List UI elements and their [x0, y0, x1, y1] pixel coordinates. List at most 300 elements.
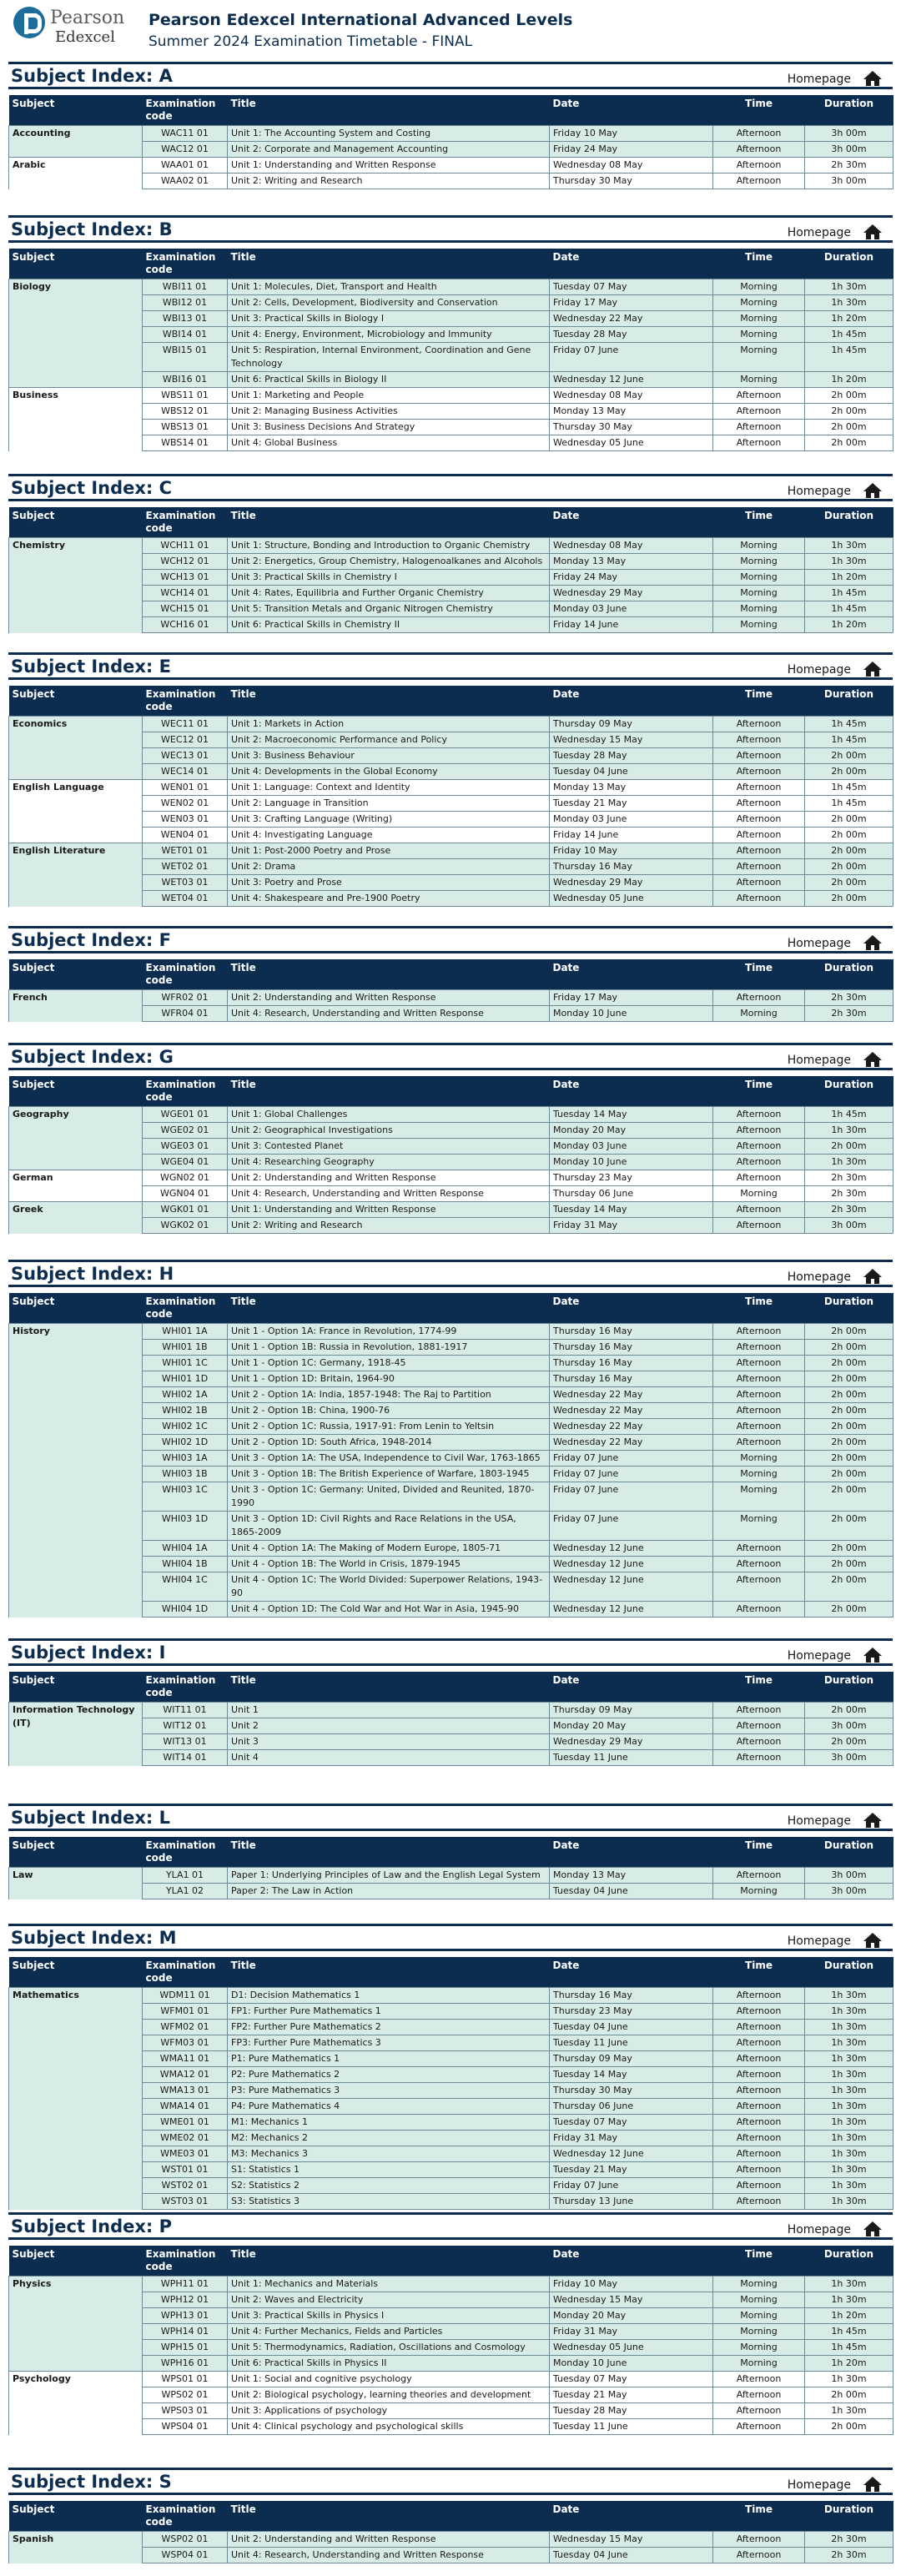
page-header	[0, 0, 901, 52]
paper-title: Unit 1: Post-2000 Poetry and Prose	[228, 843, 550, 859]
column-header: Time	[713, 1672, 805, 1703]
paper-title: Unit 2: Understanding and Written Response	[228, 990, 550, 1006]
exam-code: WGK01 01	[143, 1202, 228, 1218]
homepage-link[interactable]: Homepage	[787, 1649, 851, 1663]
exam-code: WPH11 01	[143, 2277, 228, 2292]
column-header: Subject	[9, 1957, 143, 1988]
exam-date: Friday 07 June	[550, 343, 713, 372]
column-header: Time	[713, 2246, 805, 2277]
exam-code: WPH13 01	[143, 2308, 228, 2324]
column-header: Date	[550, 507, 713, 538]
paper-title: Unit 2 - Option 1C: Russia, 1917-91: From Lenin to Yeltsin	[228, 1419, 550, 1435]
paper-title: Unit 1: Global Challenges	[228, 1107, 550, 1123]
table-row	[9, 717, 893, 732]
exam-session: Afternoon	[713, 2194, 805, 2210]
paper-title: Unit 3 - Option 1B: The British Experience of Warfare, 1803-1945	[228, 1467, 550, 1482]
exam-date: Thursday 16 May	[550, 1371, 713, 1387]
exam-session: Morning	[713, 570, 805, 586]
exam-duration: 2h 30m	[805, 1186, 893, 1202]
paper-title: Unit 1: Language: Context and Identity	[228, 780, 550, 796]
paper-title: Unit 1 - Option 1B: Russia in Revolution, 1881-1917	[228, 1340, 550, 1356]
exam-duration: 1h 30m	[805, 2115, 893, 2131]
column-header: Date	[550, 959, 713, 990]
home-icon[interactable]	[863, 934, 883, 951]
exam-duration: 1h 30m	[805, 2099, 893, 2115]
table-row	[9, 2372, 893, 2387]
table-row	[9, 388, 893, 404]
column-header: Title	[228, 2501, 550, 2532]
exam-date: Thursday 30 May	[550, 174, 713, 189]
exam-session: Afternoon	[713, 1324, 805, 1340]
exam-duration: 1h 45m	[805, 586, 893, 601]
exam-date: Monday 03 June	[550, 601, 713, 617]
exam-duration: 2h 00m	[805, 2419, 893, 2435]
exam-session: Afternoon	[713, 1750, 805, 1766]
exam-code: WGE03 01	[143, 1139, 228, 1155]
home-icon[interactable]	[863, 1051, 883, 1068]
exam-date: Thursday 09 May	[550, 717, 713, 732]
paper-title: Unit 1: Mechanics and Materials	[228, 2277, 550, 2292]
paper-title: Unit 1: Molecules, Diet, Transport and Health	[228, 279, 550, 295]
home-icon[interactable]	[863, 1268, 883, 1285]
homepage-link[interactable]: Homepage	[787, 937, 851, 950]
timetable-table	[8, 1672, 893, 1766]
column-header: Date	[550, 1293, 713, 1324]
exam-code: WEN03 01	[143, 812, 228, 828]
exam-duration: 1h 20m	[805, 311, 893, 327]
column-header: Duration	[805, 1837, 893, 1868]
section-title: Subject Index: L	[11, 1808, 171, 1828]
column-header: Duration	[805, 95, 893, 126]
column-header: Title	[228, 1837, 550, 1868]
exam-session: Afternoon	[713, 1541, 805, 1557]
exam-duration: 2h 00m	[805, 1734, 893, 1750]
exam-code: WDM11 01	[143, 1988, 228, 2004]
paper-title: Unit 2: Geographical Investigations	[228, 1123, 550, 1139]
column-header: Subject	[9, 95, 143, 126]
exam-session: Afternoon	[713, 2099, 805, 2115]
homepage-link[interactable]: Homepage	[787, 1270, 851, 1284]
exam-duration: 1h 30m	[805, 2292, 893, 2308]
exam-date: Thursday 16 May	[550, 1988, 713, 2004]
exam-code: WHI01 1D	[143, 1371, 228, 1387]
section-rule	[8, 87, 893, 89]
exam-code: WIT14 01	[143, 1750, 228, 1766]
exam-date: Tuesday 21 May	[550, 2387, 713, 2403]
pearson-logo	[50, 8, 124, 47]
column-header: Subject	[9, 249, 143, 279]
section-title: Subject Index: S	[11, 2472, 172, 2492]
exam-code: WEN02 01	[143, 796, 228, 812]
exam-session: Afternoon	[713, 2419, 805, 2435]
exam-code: WPS02 01	[143, 2387, 228, 2403]
exam-session: Afternoon	[713, 1107, 805, 1123]
section-title: Subject Index: I	[11, 1643, 166, 1663]
exam-session: Afternoon	[713, 404, 805, 420]
column-header: Subject	[9, 2501, 143, 2532]
subject-name: Accounting	[9, 126, 143, 158]
exam-date: Wednesday 12 June	[550, 1557, 713, 1572]
exam-code: WHI02 1A	[143, 1387, 228, 1403]
exam-duration: 2h 00m	[805, 812, 893, 828]
exam-session: Afternoon	[713, 1734, 805, 1750]
exam-session: Afternoon	[713, 1419, 805, 1435]
exam-session: Afternoon	[713, 764, 805, 780]
exam-session: Afternoon	[713, 2146, 805, 2162]
paper-title: Unit 4 - Option 1B: The World in Crisis, 1879-1945	[228, 1557, 550, 1572]
table-row	[9, 2532, 893, 2548]
exam-duration: 2h 00m	[805, 843, 893, 859]
subject-name: Economics	[9, 717, 143, 780]
exam-duration: 1h 45m	[805, 717, 893, 732]
exam-duration: 1h 30m	[805, 1123, 893, 1139]
section-title: Subject Index: C	[11, 478, 173, 498]
column-header: Examination code	[143, 95, 228, 126]
exam-session: Afternoon	[713, 1703, 805, 1718]
paper-title: M2: Mechanics 2	[228, 2131, 550, 2146]
subject-index-section	[8, 62, 893, 189]
exam-code: WET04 01	[143, 891, 228, 907]
table-header-row	[9, 1837, 893, 1868]
exam-code: WEC13 01	[143, 748, 228, 764]
paper-title: Unit 4: Shakespeare and Pre-1900 Poetry	[228, 891, 550, 907]
exam-session: Afternoon	[713, 1170, 805, 1186]
table-row	[9, 1202, 893, 1218]
exam-date: Monday 13 May	[550, 1868, 713, 1884]
paper-title: S3: Statistics 3	[228, 2194, 550, 2210]
exam-code: WCH11 01	[143, 538, 228, 554]
column-header: Examination code	[143, 959, 228, 990]
column-header: Examination code	[143, 507, 228, 538]
paper-title: Unit 4	[228, 1750, 550, 1766]
paper-title: Unit 6: Practical Skills in Biology II	[228, 372, 550, 388]
paper-title: Unit 3 - Option 1C: Germany: United, Divided and Reunited, 1870-1990	[228, 1482, 550, 1512]
section-rule	[8, 1663, 893, 1666]
exam-date: Wednesday 12 June	[550, 1602, 713, 1618]
paper-title: Unit 3: Practical Skills in Chemistry I	[228, 570, 550, 586]
section-header	[8, 1924, 893, 1949]
exam-duration: 2h 00m	[805, 1403, 893, 1419]
exam-date: Friday 14 June	[550, 828, 713, 843]
column-header: Examination code	[143, 249, 228, 279]
exam-code: WPS03 01	[143, 2403, 228, 2419]
homepage-link[interactable]: Homepage	[787, 226, 851, 239]
exam-code: WMA11 01	[143, 2051, 228, 2067]
homepage-link[interactable]: Homepage	[787, 2478, 851, 2492]
exam-date: Tuesday 04 June	[550, 2020, 713, 2035]
exam-code: WGE04 01	[143, 1155, 228, 1170]
exam-session: Morning	[713, 617, 805, 633]
exam-code: WHI01 1A	[143, 1324, 228, 1340]
home-icon[interactable]	[863, 70, 883, 87]
paper-title: P1: Pure Mathematics 1	[228, 2051, 550, 2067]
paper-title: Unit 4: Research, Understanding and Written Response	[228, 2548, 550, 2563]
exam-code: WET03 01	[143, 875, 228, 891]
table-header-row	[9, 959, 893, 990]
exam-duration: 2h 00m	[805, 1451, 893, 1467]
exam-date: Tuesday 04 June	[550, 2548, 713, 2563]
column-header: Date	[550, 2501, 713, 2532]
column-header: Examination code	[143, 1672, 228, 1703]
exam-session: Morning	[713, 2340, 805, 2356]
paper-title: Unit 3: Applications of psychology	[228, 2403, 550, 2419]
paper-title: M3: Mechanics 3	[228, 2146, 550, 2162]
column-header: Subject	[9, 1076, 143, 1107]
exam-duration: 1h 30m	[805, 279, 893, 295]
home-icon[interactable]	[863, 2476, 883, 2493]
column-header: Title	[228, 1293, 550, 1324]
section-header	[8, 2212, 893, 2237]
paper-title: Unit 2: Biological psychology, learning theories and development	[228, 2387, 550, 2403]
exam-date: Friday 07 June	[550, 1467, 713, 1482]
exam-session: Morning	[713, 1467, 805, 1482]
exam-date: Wednesday 12 June	[550, 1572, 713, 1602]
exam-date: Wednesday 15 May	[550, 2292, 713, 2308]
exam-code: WFM03 01	[143, 2035, 228, 2051]
exam-session: Afternoon	[713, 126, 805, 142]
exam-duration: 1h 30m	[805, 2131, 893, 2146]
paper-title: Unit 2 - Option 1A: India, 1857-1948: The Raj to Partition	[228, 1387, 550, 1403]
exam-date: Monday 13 May	[550, 780, 713, 796]
exam-code: WBI14 01	[143, 327, 228, 343]
column-header: Examination code	[143, 1837, 228, 1868]
exam-date: Thursday 16 May	[550, 1324, 713, 1340]
exam-date: Monday 03 June	[550, 812, 713, 828]
homepage-link[interactable]: Homepage	[787, 73, 851, 86]
column-header: Title	[228, 686, 550, 717]
section-rule	[8, 240, 893, 243]
paper-title: FP3: Further Pure Mathematics 3	[228, 2035, 550, 2051]
exam-duration: 2h 00m	[805, 1482, 893, 1512]
table-row	[9, 1170, 893, 1186]
column-header: Date	[550, 95, 713, 126]
exam-code: WHI04 1B	[143, 1557, 228, 1572]
exam-code: WSP04 01	[143, 2548, 228, 2563]
paper-title: Unit 4: Further Mechanics, Fields and Particles	[228, 2324, 550, 2340]
homepage-link[interactable]: Homepage	[787, 1054, 851, 1067]
exam-date: Friday 07 June	[550, 1512, 713, 1541]
paper-title: Unit 2: Drama	[228, 859, 550, 875]
column-header: Examination code	[143, 2501, 228, 2532]
exam-date: Monday 13 May	[550, 404, 713, 420]
exam-date: Wednesday 05 June	[550, 891, 713, 907]
exam-session: Afternoon	[713, 2115, 805, 2131]
exam-session: Afternoon	[713, 1218, 805, 1234]
column-header: Title	[228, 1957, 550, 1988]
document-subtitle: Summer 2024 Examination Timetable - FINAL	[148, 33, 473, 50]
exam-date: Thursday 09 May	[550, 2051, 713, 2067]
exam-date: Friday 07 June	[550, 2178, 713, 2194]
exam-code: WME01 01	[143, 2115, 228, 2131]
exam-session: Morning	[713, 538, 805, 554]
exam-session: Afternoon	[713, 843, 805, 859]
section-rule	[8, 1068, 893, 1070]
exam-session: Afternoon	[713, 1371, 805, 1387]
subject-index-section	[8, 2468, 893, 2563]
timetable-table	[8, 507, 893, 633]
home-icon[interactable]	[863, 1647, 883, 1663]
table-header-row	[9, 1076, 893, 1107]
homepage-link[interactable]: Homepage	[787, 485, 851, 498]
homepage-link[interactable]: Homepage	[787, 1814, 851, 1828]
paper-title: Unit 5: Respiration, Internal Environment, Coordination and Gene Technology	[228, 343, 550, 372]
exam-date: Tuesday 28 May	[550, 2403, 713, 2419]
exam-duration: 1h 30m	[805, 295, 893, 311]
table-header-row	[9, 2501, 893, 2532]
paper-title: Unit 2: Language in Transition	[228, 796, 550, 812]
exam-duration: 3h 00m	[805, 174, 893, 189]
exam-session: Afternoon	[713, 142, 805, 158]
paper-title: Unit 3 - Option 1A: The USA, Independence to Civil War, 1763-1865	[228, 1451, 550, 1467]
exam-date: Monday 20 May	[550, 1123, 713, 1139]
exam-code: WIT12 01	[143, 1718, 228, 1734]
home-icon[interactable]	[863, 661, 883, 677]
subject-index-section	[8, 1638, 893, 1766]
exam-session: Afternoon	[713, 1572, 805, 1602]
home-icon[interactable]	[863, 482, 883, 499]
paper-title: Unit 3: Contested Planet	[228, 1139, 550, 1155]
exam-date: Thursday 13 June	[550, 2194, 713, 2210]
column-header: Time	[713, 1957, 805, 1988]
column-header: Date	[550, 1837, 713, 1868]
exam-code: WHI02 1C	[143, 1419, 228, 1435]
subject-name: Information Technology (IT)	[9, 1703, 143, 1766]
exam-session: Afternoon	[713, 2083, 805, 2099]
exam-duration: 1h 30m	[805, 2372, 893, 2387]
exam-duration: 1h 30m	[805, 2004, 893, 2020]
exam-session: Morning	[713, 2324, 805, 2340]
timetable-table	[8, 1076, 893, 1234]
column-header: Subject	[9, 686, 143, 717]
exam-session: Morning	[713, 311, 805, 327]
exam-code: YLA1 02	[143, 1884, 228, 1899]
exam-duration: 1h 45m	[805, 780, 893, 796]
column-header: Time	[713, 959, 805, 990]
column-header: Subject	[9, 1672, 143, 1703]
exam-session: Afternoon	[713, 748, 805, 764]
exam-code: WCH14 01	[143, 586, 228, 601]
column-header: Duration	[805, 1076, 893, 1107]
exam-session: Afternoon	[713, 2004, 805, 2020]
exam-date: Monday 03 June	[550, 1139, 713, 1155]
exam-code: WEN04 01	[143, 828, 228, 843]
exam-code: WCH12 01	[143, 554, 228, 570]
subject-index-section	[8, 1804, 893, 1899]
exam-code: WSP02 01	[143, 2532, 228, 2548]
paper-title: FP2: Further Pure Mathematics 2	[228, 2020, 550, 2035]
exam-duration: 2h 00m	[805, 1541, 893, 1557]
exam-duration: 1h 30m	[805, 2083, 893, 2099]
exam-session: Afternoon	[713, 2372, 805, 2387]
homepage-link[interactable]: Homepage	[787, 663, 851, 677]
exam-code: WEC12 01	[143, 732, 228, 748]
exam-session: Afternoon	[713, 2051, 805, 2067]
homepage-link[interactable]: Homepage	[787, 1935, 851, 1948]
exam-session: Morning	[713, 2356, 805, 2372]
paper-title: Unit 5: Thermodynamics, Radiation, Oscillations and Cosmology	[228, 2340, 550, 2356]
paper-title: Unit 3: Business Decisions And Strategy	[228, 420, 550, 435]
exam-duration: 3h 00m	[805, 142, 893, 158]
exam-session: Afternoon	[713, 2035, 805, 2051]
exam-session: Afternoon	[713, 2131, 805, 2146]
exam-code: WBI16 01	[143, 372, 228, 388]
exam-code: WET01 01	[143, 843, 228, 859]
exam-duration: 1h 30m	[805, 2162, 893, 2178]
section-header	[8, 1804, 893, 1829]
exam-duration: 2h 00m	[805, 1340, 893, 1356]
subject-name: German	[9, 1170, 143, 1202]
timetable-table	[8, 2501, 893, 2563]
exam-code: WBI15 01	[143, 343, 228, 372]
timetable-table	[8, 686, 893, 907]
exam-duration: 1h 30m	[805, 2277, 893, 2292]
exam-session: Morning	[713, 1512, 805, 1541]
exam-date: Monday 13 May	[550, 554, 713, 570]
exam-session: Afternoon	[713, 158, 805, 174]
paper-title: Unit 1: Markets in Action	[228, 717, 550, 732]
section-header	[8, 1043, 893, 1068]
exam-session: Afternoon	[713, 2020, 805, 2035]
home-icon[interactable]	[863, 1812, 883, 1829]
column-header: Date	[550, 2246, 713, 2277]
column-header: Examination code	[143, 686, 228, 717]
section-header	[8, 1260, 893, 1285]
table-row	[9, 843, 893, 859]
paper-title: P3: Pure Mathematics 3	[228, 2083, 550, 2099]
exam-duration: 1h 30m	[805, 2035, 893, 2051]
document-title: Pearson Edexcel International Advanced Levels	[148, 11, 573, 29]
exam-duration: 1h 20m	[805, 617, 893, 633]
exam-session: Afternoon	[713, 1435, 805, 1451]
exam-session: Morning	[713, 1186, 805, 1202]
exam-date: Friday 24 May	[550, 570, 713, 586]
exam-code: WMA14 01	[143, 2099, 228, 2115]
paper-title: Unit 2: Managing Business Activities	[228, 404, 550, 420]
exam-session: Morning	[713, 2308, 805, 2324]
subject-index-section	[8, 652, 893, 907]
exam-date: Wednesday 15 May	[550, 2532, 713, 2548]
home-icon[interactable]	[863, 2221, 883, 2237]
exam-date: Thursday 16 May	[550, 859, 713, 875]
exam-session: Morning	[713, 1451, 805, 1467]
exam-code: WPH16 01	[143, 2356, 228, 2372]
exam-code: WME02 01	[143, 2131, 228, 2146]
exam-code: WIT13 01	[143, 1734, 228, 1750]
column-header: Subject	[9, 507, 143, 538]
column-header: Subject	[9, 1293, 143, 1324]
exam-duration: 2h 30m	[805, 2548, 893, 2563]
exam-date: Tuesday 14 May	[550, 2067, 713, 2083]
column-header: Date	[550, 249, 713, 279]
exam-session: Afternoon	[713, 891, 805, 907]
exam-duration: 2h 00m	[805, 1602, 893, 1618]
paper-title: Unit 4 - Option 1D: The Cold War and Hot War in Asia, 1945-90	[228, 1602, 550, 1618]
paper-title: Unit 4: Researching Geography	[228, 1155, 550, 1170]
home-icon[interactable]	[863, 224, 883, 240]
subject-name: Geography	[9, 1107, 143, 1170]
column-header: Title	[228, 249, 550, 279]
table-header-row	[9, 686, 893, 717]
exam-duration: 1h 30m	[805, 2146, 893, 2162]
homepage-link[interactable]: Homepage	[787, 2223, 851, 2236]
exam-duration: 1h 30m	[805, 2178, 893, 2194]
timetable-table	[8, 1293, 893, 1618]
exam-session: Afternoon	[713, 1340, 805, 1356]
home-icon[interactable]	[863, 1932, 883, 1949]
subject-index-section	[8, 926, 893, 1022]
column-header: Duration	[805, 686, 893, 717]
exam-session: Afternoon	[713, 2387, 805, 2403]
